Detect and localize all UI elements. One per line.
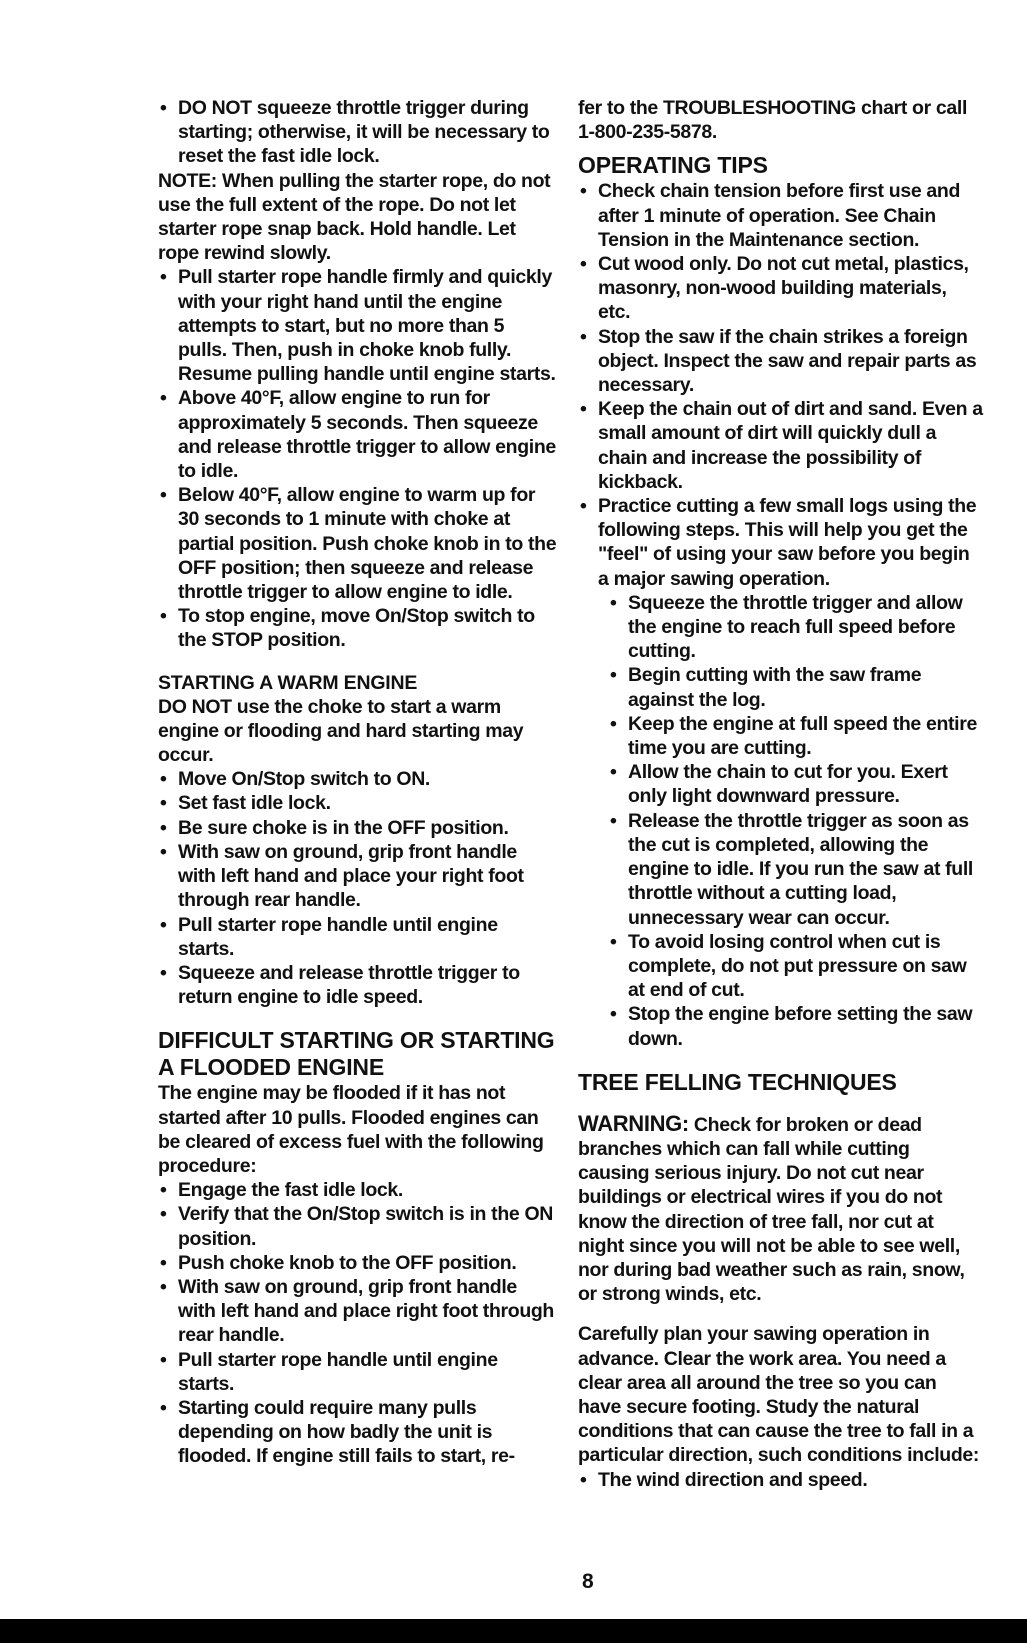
paragraph: DO NOT use the choke to start a warm engine or flooding and hard starting may occur. bbox=[158, 695, 524, 767]
bullet-item: • Squeeze and release throttle trigger to return engine to idle speed. bbox=[158, 961, 558, 1009]
bullet-item: • Stop the saw if the chain strikes a foreign object. Inspect the saw and repair parts as necessary. bbox=[578, 325, 983, 398]
left-column bbox=[158, 96, 558, 1469]
sub-bullet-item: • Stop the engine before setting the saw down. bbox=[608, 1002, 983, 1050]
bullet-item: • To stop engine, move On/Stop switch to the STOP position. bbox=[158, 604, 558, 652]
paragraph: fer to the TROUBLESHOOTING chart or call 1-800-235-5878. bbox=[578, 97, 968, 144]
bullet-item: • Pull starter rope handle until engine starts. bbox=[158, 1348, 558, 1396]
note-label: NOTE: bbox=[158, 169, 217, 192]
bullet-item: • Above 40°F, allow engine to run for approximately 5 seconds. Then squeeze and release throttle trigger to allow engine to idle. bbox=[158, 386, 558, 483]
page-number: 8 bbox=[582, 1570, 594, 1593]
bullet-item: • DO NOT squeeze throttle trigger during starting; otherwise, it will be necessary to reset the fast idle lock. bbox=[158, 96, 558, 169]
scan-edge-bar bbox=[0, 1619, 1027, 1643]
section-heading: OPERATING TIPS bbox=[578, 152, 768, 179]
bullet-item: • Below 40°F, allow engine to warm up for 30 seconds to 1 minute with choke at partial position. Push choke knob in to the OFF position; then squeeze and release throttle trigger to allow engine to idle. bbox=[158, 483, 558, 604]
sub-bullet-item: • Allow the chain to cut for you. Exert only light downward pressure. bbox=[608, 760, 983, 808]
section-heading: STARTING A WARM ENGINE bbox=[158, 671, 418, 694]
sub-bullet-item: • Release the throttle trigger as soon as the cut is completed, allowing the engine to idle. If you run the saw at full throttle without a cutting load, unnecessary wear can occur. bbox=[608, 809, 983, 930]
warning-label: WARNING: bbox=[578, 1110, 689, 1136]
bullet-item: • Push choke knob to the OFF position. bbox=[158, 1251, 558, 1275]
section-heading: TREE FELLING TECHNIQUES bbox=[578, 1068, 897, 1095]
section-heading: DIFFICULT STARTING OR STARTING A FLOODED ENGINE bbox=[158, 1027, 555, 1081]
bullet-item: • Move On/Stop switch to ON. bbox=[158, 767, 558, 791]
bullet-item: • Keep the chain out of dirt and sand. Even a small amount of dirt will quickly dull a chain and increase the possibility of kickback. bbox=[578, 397, 983, 494]
bullet-item: • Check chain tension before first use and after 1 minute of operation. See Chain Tension in the Maintenance section. bbox=[578, 179, 983, 252]
note-paragraph bbox=[158, 169, 558, 266]
sub-bullet-item: • To avoid losing control when cut is complete, do not put pressure on saw at end of cut. bbox=[608, 930, 983, 1003]
bullet-item: • Pull starter rope handle until engine starts. bbox=[158, 913, 558, 961]
bullet-item: • Practice cutting a few small logs using the following steps. This will help you get the "feel" of using your saw before you begin a major sawing operation. bbox=[578, 494, 983, 591]
bullet-item: • Starting could require many pulls depending on how badly the unit is flooded. If engine still fails to start, re- bbox=[158, 1396, 558, 1469]
sub-bullet-item: • Begin cutting with the saw frame against the log. bbox=[608, 663, 983, 711]
bullet-item: • Engage the fast idle lock. bbox=[158, 1178, 558, 1202]
bullet-item: • Cut wood only. Do not cut metal, plastics, masonry, non-wood building materials, etc. bbox=[578, 252, 983, 325]
bullet-item: • Be sure choke is in the OFF position. bbox=[158, 816, 558, 840]
right-column bbox=[578, 96, 983, 1492]
bullet-item: • With saw on ground, grip front handle with left hand and place your right foot through rear handle. bbox=[158, 840, 558, 913]
sub-bullet-item: • Squeeze the throttle trigger and allow the engine to reach full speed before cutting. bbox=[608, 591, 983, 664]
warning-text: Check for broken or dead branches which can fall while cutting causing serious injury. Do not cut near buildings or electrical wires if you do not know the direction of tree fall, nor cut at night since you will not be able to see well, nor during bad weather such as rain, snow, or strong winds, etc. bbox=[578, 1113, 965, 1306]
bullet-item: • Pull starter rope handle firmly and quickly with your right hand until the engine attempts to start, but no more than 5 pulls. Then, push in choke knob fully. Resume pulling handle until engine starts. bbox=[158, 265, 558, 386]
bullet-item: • Set fast idle lock. bbox=[158, 791, 558, 815]
paragraph: Carefully plan your sawing operation in advance. Clear the work area. You need a clear area all around the tree so you can have secure footing. Study the natural conditions that can cause the tree to fall in a particular direction, such conditions include: bbox=[578, 1323, 980, 1467]
bullet-item: • With saw on ground, grip front handle with left hand and place right foot through rear handle. bbox=[158, 1275, 558, 1348]
sub-bullet-item: • Keep the engine at full speed the entire time you are cutting. bbox=[608, 712, 983, 760]
bullet-item: • The wind direction and speed. bbox=[578, 1468, 983, 1492]
note-text: When pulling the starter rope, do not use the full extent of the rope. Do not let starter rope snap back. Hold handle. Let rope rewind slowly. bbox=[158, 169, 551, 265]
bullet-item: • Verify that the On/Stop switch is in the ON position. bbox=[158, 1202, 558, 1250]
paragraph: The engine may be flooded if it has not started after 10 pulls. Flooded engines can be cleared of excess fuel with the following procedure: bbox=[158, 1082, 544, 1177]
warning-paragraph bbox=[578, 1112, 983, 1307]
